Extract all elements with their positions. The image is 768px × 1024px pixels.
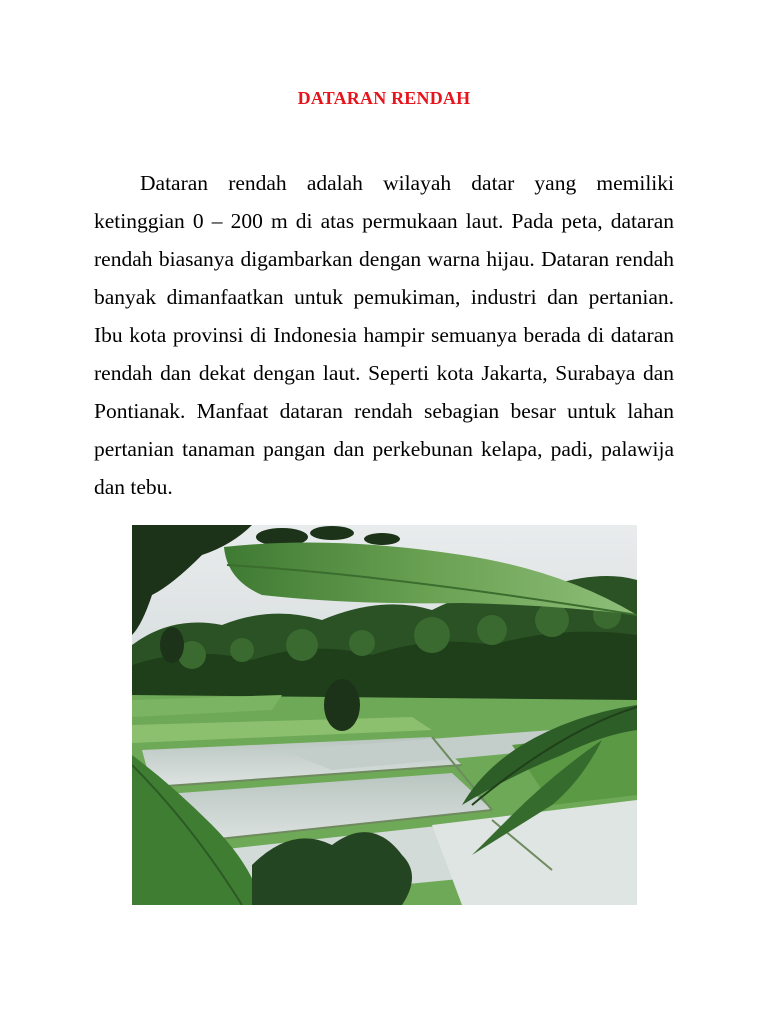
body-paragraph: Dataran rendah adalah wilayah datar yang memiliki ketinggian 0 – 200 m di atas permukaan laut. Pada peta, dataran rendah biasanya digambarkan dengan warna hijau. Dataran rendah banyak dimanfaatkan untuk pemukiman, industri dan pertanian. Ibu kota provinsi di Indonesia hampir semuanya berada di dataran rendah dan dekat dengan laut. Seperti kota Jakarta, Surabaya dan Pontianak. Manfaat dataran rendah sebagian besar untuk lahan pertanian tanaman pangan dan perkebunan kelapa, padi, palawija dan tebu. [94,171,674,499]
lowland-rice-field-photo [132,525,637,905]
page-title: DATARAN RENDAH [297,88,471,108]
photo-illustration [132,525,637,905]
